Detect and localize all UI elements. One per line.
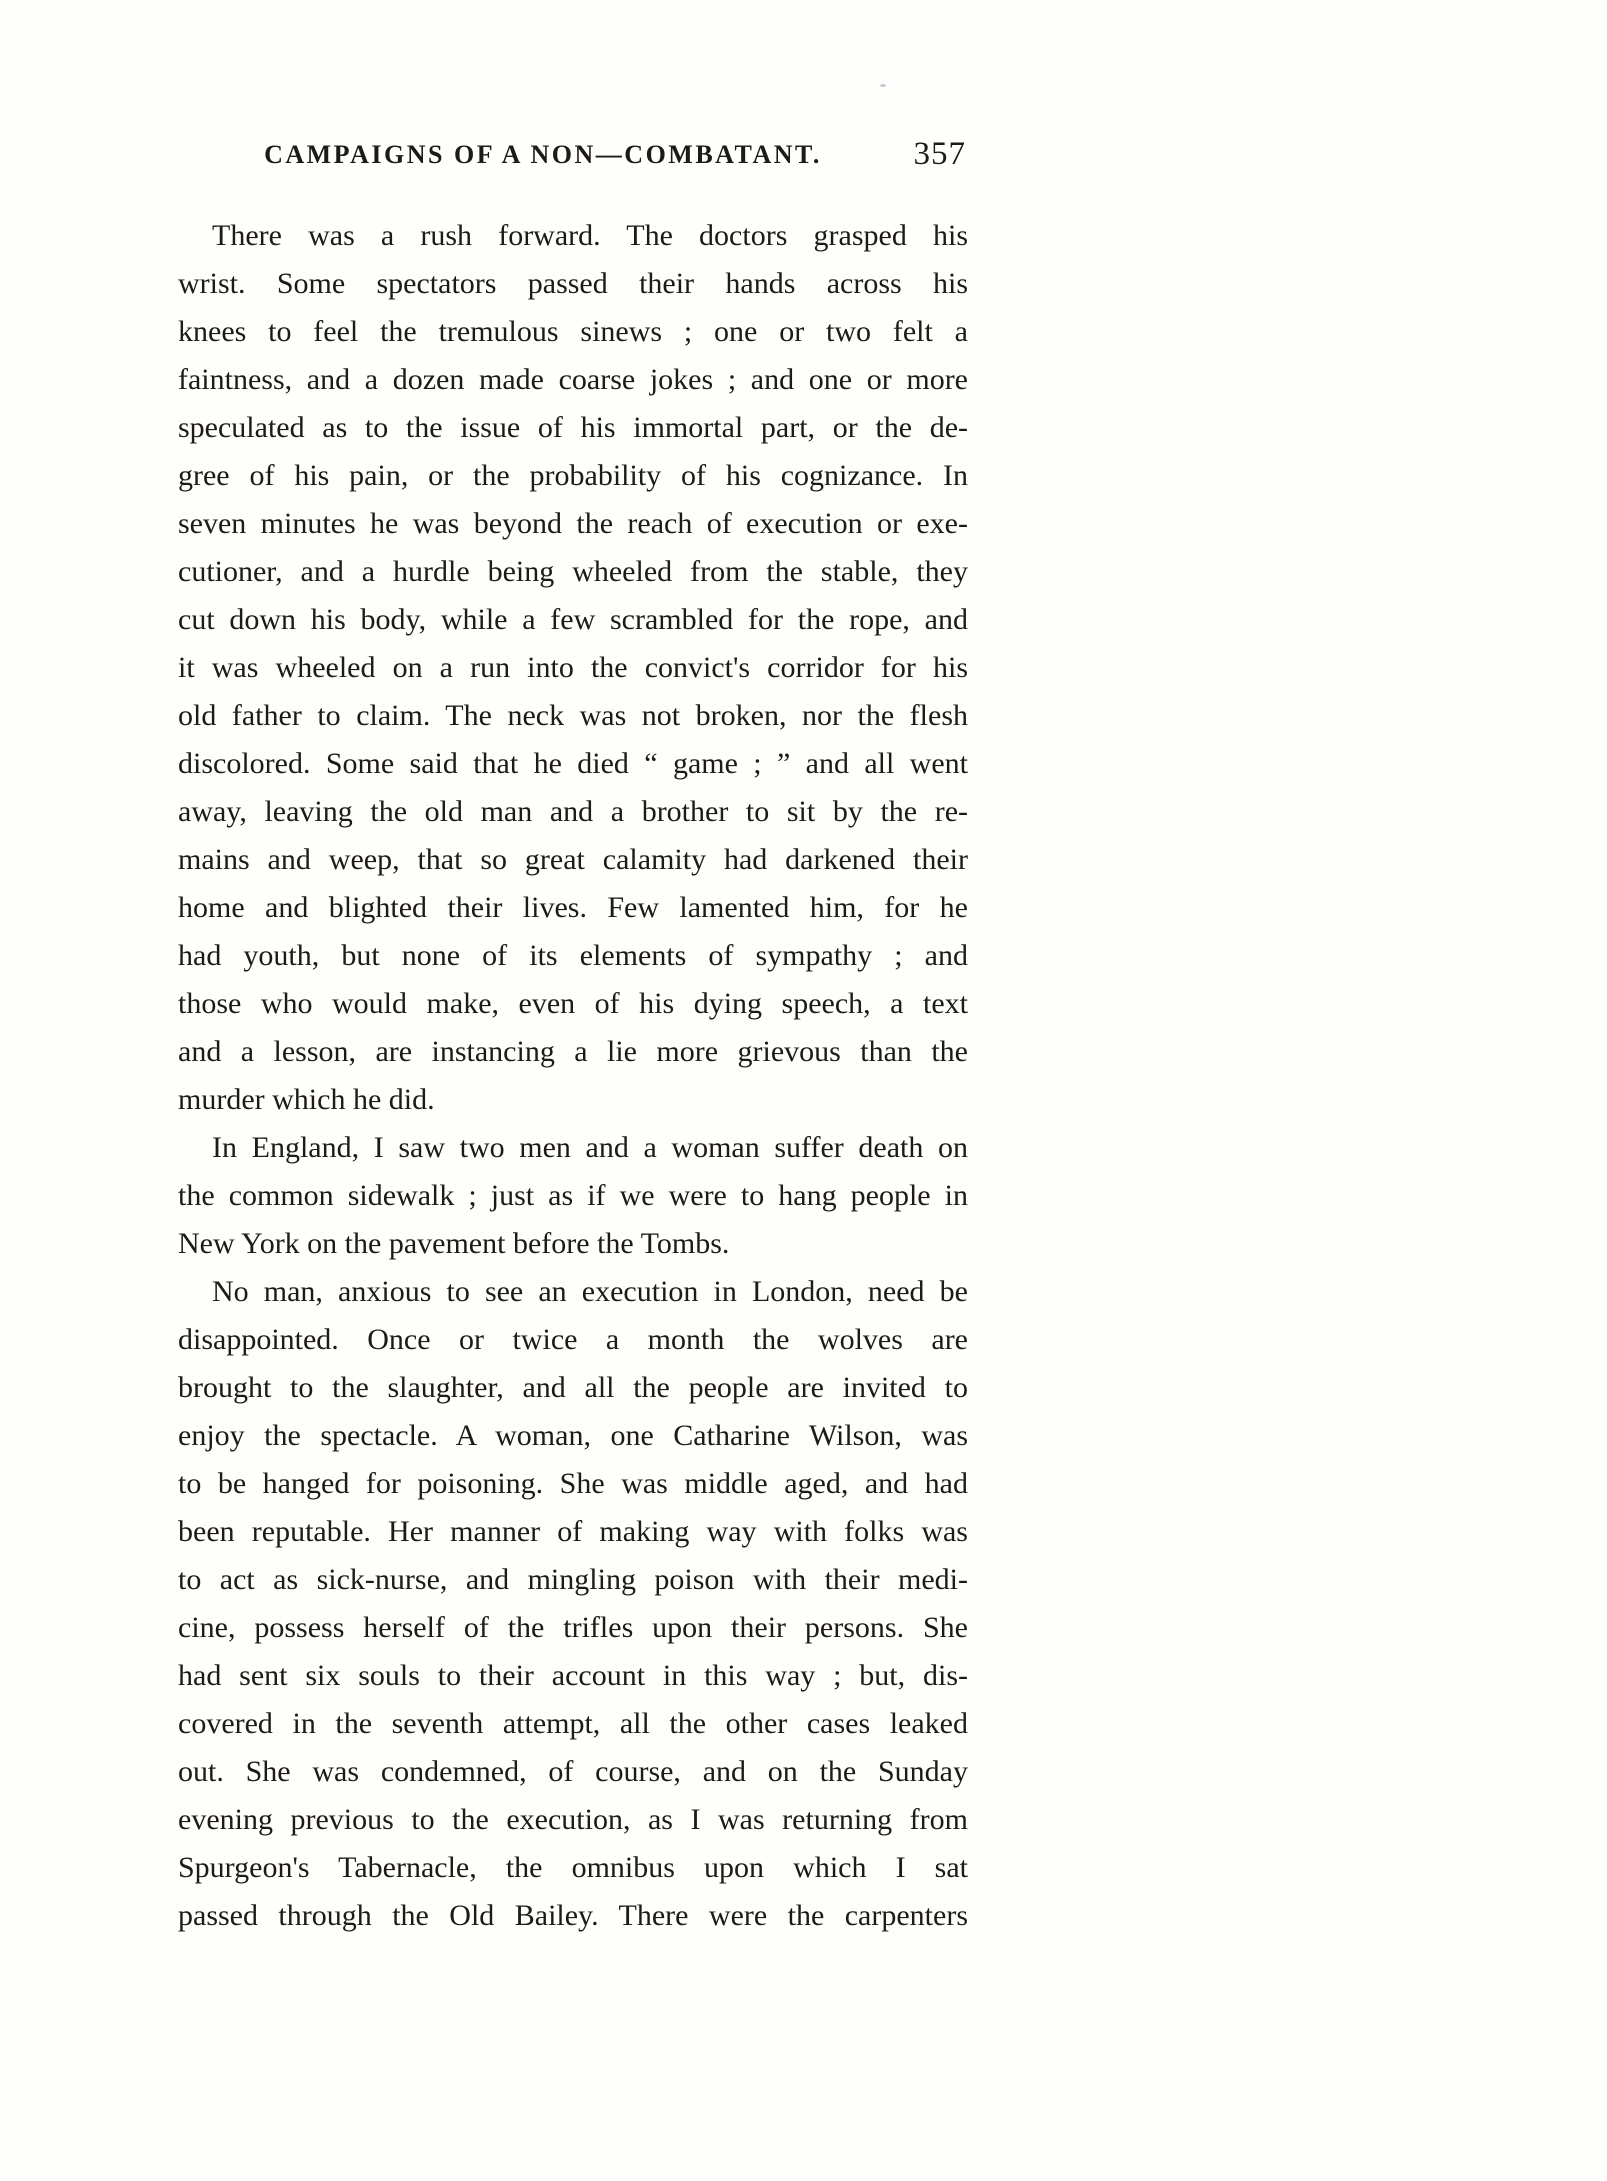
text-line: away, leaving the old man and a brother to sit by the re- [178,795,968,828]
text-line: There was a rush forward. The doctors grasped his [212,219,968,252]
text-line: and a lesson, are instancing a lie more grievous than the [178,1035,968,1068]
text-line: cine, possess herself of the trifles upon their persons. She [178,1611,968,1644]
text-line: passed through the Old Bailey. There were the carpenters [178,1899,968,1932]
text-line: cut down his body, while a few scrambled for the rope, and [178,603,968,636]
text-line: the common sidewalk ; just as if we were to hang people in [178,1179,968,1212]
text-line: seven minutes he was beyond the reach of execution or exe- [178,507,968,540]
text-line: In England, I saw two men and a woman suffer death on [212,1131,968,1164]
text-line: cutioner, and a hurdle being wheeled from the stable, they [178,555,968,588]
text-line: discolored. Some said that he died “ game ; ” and all went [178,747,968,780]
text-line: speculated as to the issue of his immortal part, or the de- [178,411,968,444]
text-line: evening previous to the execution, as I was returning from [178,1803,968,1836]
paragraph [178,1124,968,1268]
text-line: brought to the slaughter, and all the people are invited to [178,1371,968,1404]
text-block [178,136,968,1940]
text-line: enjoy the spectacle. A woman, one Catharine Wilson, was [178,1419,968,1452]
text-line: faintness, and a dozen made coarse jokes ; and one or more [178,363,968,396]
text-line: out. She was condemned, of course, and on the Sunday [178,1755,968,1788]
paragraph [178,1268,968,1940]
text-line: it was wheeled on a run into the convict's corridor for his [178,651,968,684]
text-line: had youth, but none of its elements of sympathy ; and [178,939,968,972]
running-header-title: CAMPAIGNS OF A NON—COMBATANT. [264,140,822,169]
text-line: old father to claim. The neck was not broken, nor the flesh [178,699,968,732]
text-line: those who would make, even of his dying speech, a text [178,987,968,1020]
paragraph [178,212,968,1124]
page-number: 357 [913,136,966,172]
text-line: wrist. Some spectators passed their hands across his [178,267,968,300]
text-line: New York on the pavement before the Tombs. [178,1227,730,1260]
scan-artifact-dot [880,84,886,87]
text-line: to be hanged for poisoning. She was middle aged, and had [178,1467,968,1500]
text-line: disappointed. Once or twice a month the wolves are [178,1323,968,1356]
text-line: covered in the seventh attempt, all the other cases leaked [178,1707,968,1740]
text-line: to act as sick-nurse, and mingling poison with their medi- [178,1563,968,1596]
text-line: No man, anxious to see an execution in London, need be [212,1275,968,1308]
text-line: Spurgeon's Tabernacle, the omnibus upon which I sat [178,1851,968,1884]
text-line: had sent six souls to their account in this way ; but, dis- [178,1659,968,1692]
text-line: gree of his pain, or the probability of his cognizance. In [178,459,968,492]
text-line: home and blighted their lives. Few lamented him, for he [178,891,968,924]
text-line: been reputable. Her manner of making way with folks was [178,1515,968,1548]
page-body [178,212,968,1940]
text-line: mains and weep, that so great calamity had darkened their [178,843,968,876]
text-line: knees to feel the tremulous sinews ; one or two felt a [178,315,968,348]
running-header [178,136,968,186]
text-line: murder which he did. [178,1083,435,1116]
